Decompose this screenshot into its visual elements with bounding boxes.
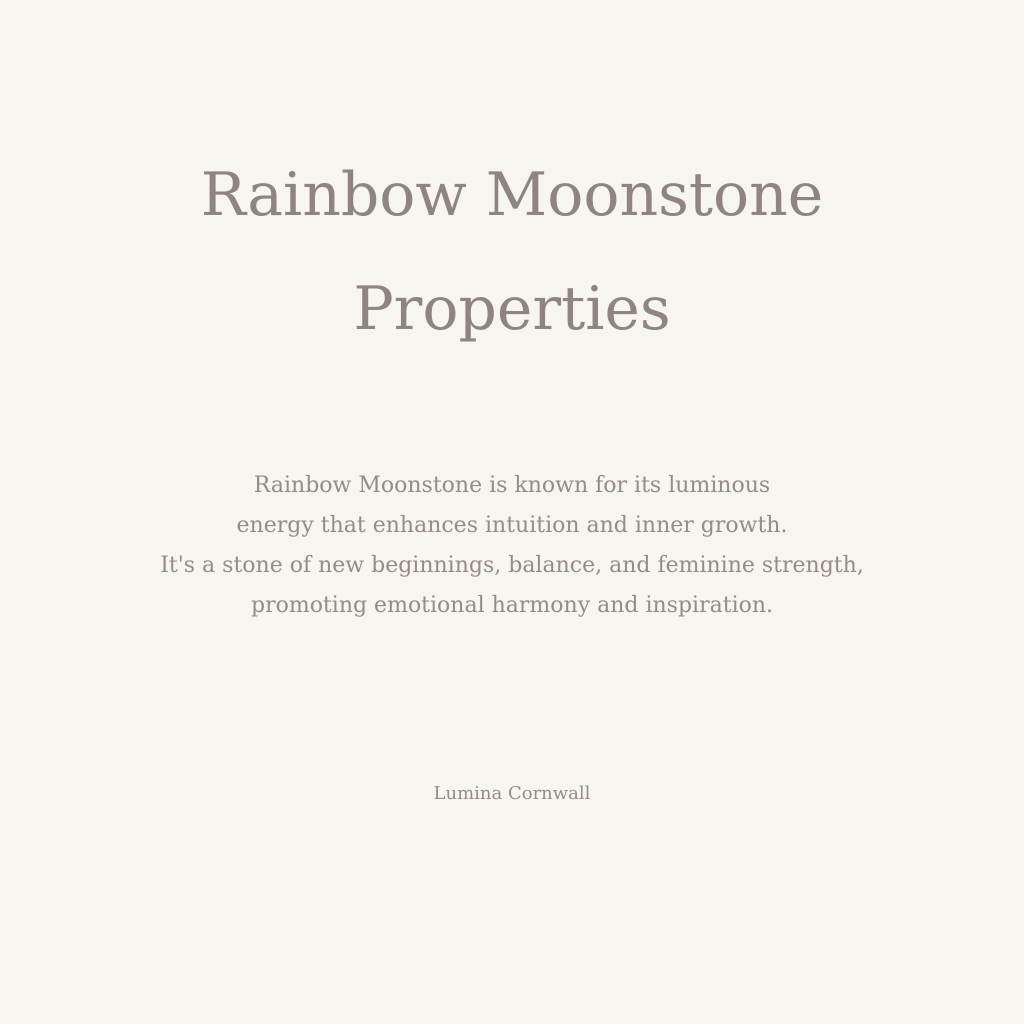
title-line-1: Rainbow Moonstone (200, 160, 824, 230)
description-line-3: It's a stone of new beginnings, balance, and feminine strength, (160, 553, 864, 578)
title-line-2: Properties (353, 274, 671, 344)
author-name: Lumina Cornwall (433, 783, 591, 804)
description-line-2: energy that enhances intuition and inner growth. (236, 513, 788, 538)
description-line-1: Rainbow Moonstone is known for its luminous (253, 473, 771, 498)
description-paragraph (0, 466, 1024, 626)
description-line-4: promoting emotional harmony and inspiration. (250, 593, 774, 618)
page-title (0, 138, 1024, 366)
